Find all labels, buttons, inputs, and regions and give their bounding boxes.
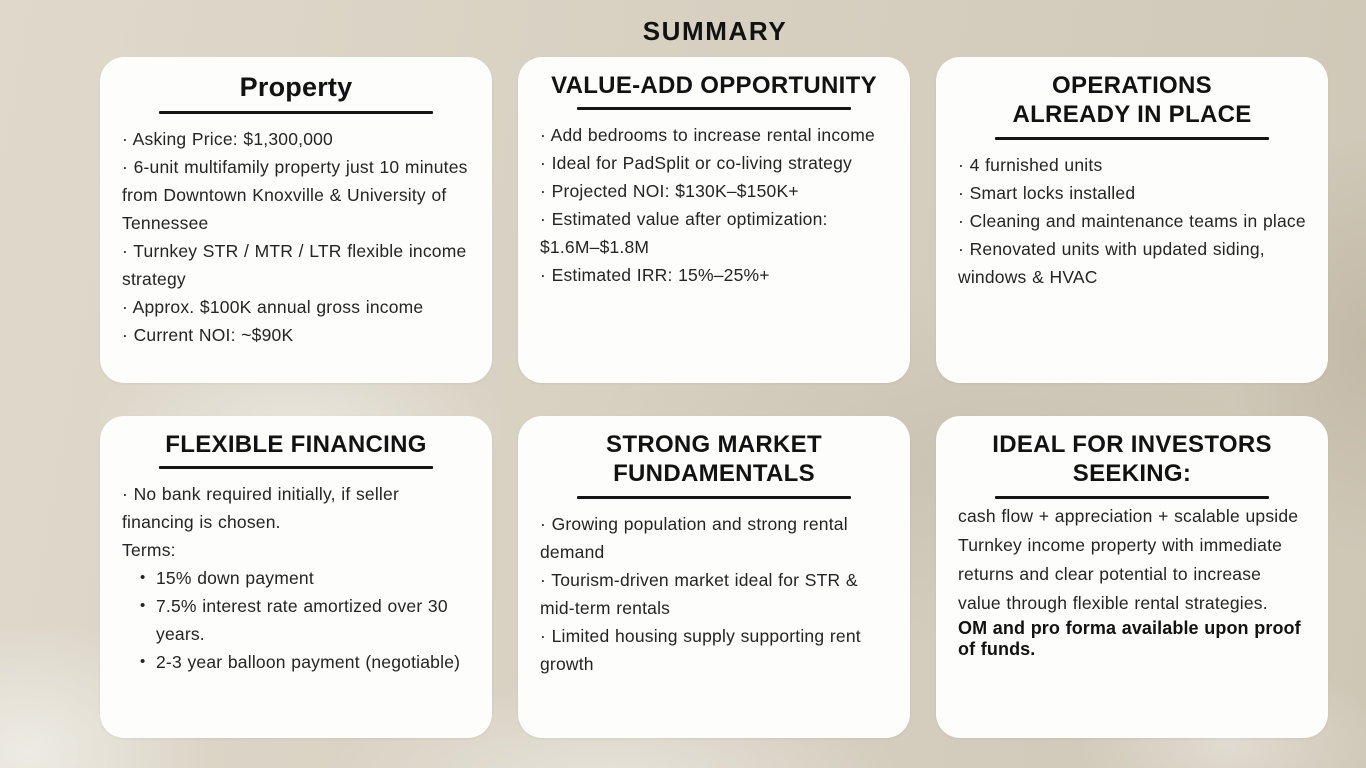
bullet-item: · Current NOI: ~$90K bbox=[122, 324, 294, 345]
card-flexible-financing bbox=[100, 416, 492, 738]
bullet-item: · Limited housing supply supporting rent growth bbox=[540, 625, 861, 674]
bullet-item: · Renovated units with updated siding, windows & HVAC bbox=[958, 238, 1265, 287]
card-title bbox=[958, 71, 1306, 130]
card-property bbox=[100, 57, 492, 383]
card-market-fundamentals bbox=[518, 416, 910, 738]
body-paragraph: cash flow + appreciation + scalable upside bbox=[958, 505, 1299, 526]
card-body bbox=[122, 125, 470, 349]
card-operations-in-place bbox=[936, 57, 1328, 383]
card-body bbox=[540, 510, 888, 678]
bullet-item: · Smart locks installed bbox=[958, 182, 1136, 203]
bullet-item: · Growing population and strong rental demand bbox=[540, 513, 848, 562]
term-item: • 7.5% interest rate amortized over 30 years. bbox=[140, 592, 470, 648]
terms-label: Terms: bbox=[122, 540, 176, 561]
body-paragraph: Turnkey income property with immediate returns and clear potential to increase value through flexible rental strategies. bbox=[958, 534, 1283, 613]
bullet-item: · Add bedrooms to increase rental income bbox=[540, 125, 875, 146]
bullet-item: · 4 furnished units bbox=[958, 154, 1103, 175]
card-value-add-opportunity bbox=[518, 57, 910, 383]
card-title-line: STRONG MARKET bbox=[606, 431, 822, 458]
card-title bbox=[540, 430, 888, 489]
bullet-item: · Approx. $100K annual gross income bbox=[122, 296, 424, 317]
term-item: • 2-3 year balloon payment (negotiable) bbox=[140, 648, 470, 676]
title-underline bbox=[577, 496, 852, 499]
page-title: SUMMARY bbox=[642, 16, 788, 46]
card-title-line: Property bbox=[239, 72, 353, 102]
bullet-item: · Turnkey STR / MTR / LTR flexible income strategy bbox=[122, 240, 467, 289]
bullet-item: · Ideal for PadSplit or co-living strategy bbox=[540, 153, 852, 174]
card-title bbox=[958, 430, 1306, 489]
card-body bbox=[540, 121, 888, 289]
bullet-item: · Asking Price: $1,300,000 bbox=[122, 128, 333, 149]
bullet-item: · No bank required initially, if seller financing is chosen. bbox=[122, 484, 399, 533]
title-underline bbox=[995, 496, 1270, 499]
bullet-item: · 6-unit multifamily property just 10 minutes from Downtown Knoxville & University of Tennessee bbox=[122, 156, 468, 233]
card-title-line: OPERATIONS bbox=[1052, 72, 1212, 99]
card-body bbox=[958, 151, 1306, 291]
title-underline bbox=[159, 111, 434, 114]
bullet-item: · Tourism-driven market ideal for STR & mid-term rentals bbox=[540, 569, 858, 618]
bullet-item: · Estimated IRR: 15%–25%+ bbox=[540, 265, 770, 286]
summary-card-grid bbox=[100, 57, 1328, 738]
card-ideal-for-investors bbox=[936, 416, 1328, 738]
title-underline bbox=[159, 466, 434, 469]
term-item: • 15% down payment bbox=[140, 564, 470, 592]
card-body bbox=[122, 480, 470, 676]
title-underline bbox=[577, 107, 852, 110]
card-title-line: FUNDAMENTALS bbox=[613, 460, 815, 488]
card-title-line: FLEXIBLE FINANCING bbox=[165, 431, 427, 458]
terms-list bbox=[140, 564, 470, 676]
card-title bbox=[540, 71, 888, 100]
title-underline bbox=[995, 137, 1270, 140]
availability-note: OM and pro forma available upon proof of funds. bbox=[958, 617, 1301, 659]
card-title-line: ALREADY IN PLACE bbox=[1012, 101, 1252, 129]
bullet-item: · Estimated value after optimization: $1.6M–$1.8M bbox=[540, 209, 828, 258]
bullet-item: · Cleaning and maintenance teams in place bbox=[958, 210, 1306, 231]
card-body bbox=[958, 502, 1306, 660]
card-title-line: SEEKING: bbox=[1072, 460, 1192, 488]
card-title bbox=[122, 430, 470, 459]
bullet-item: · Projected NOI: $130K–$150K+ bbox=[540, 181, 799, 202]
card-title bbox=[122, 71, 470, 104]
card-title-line: IDEAL FOR INVESTORS bbox=[992, 431, 1272, 458]
card-title-line: VALUE-ADD OPPORTUNITY bbox=[551, 72, 877, 99]
